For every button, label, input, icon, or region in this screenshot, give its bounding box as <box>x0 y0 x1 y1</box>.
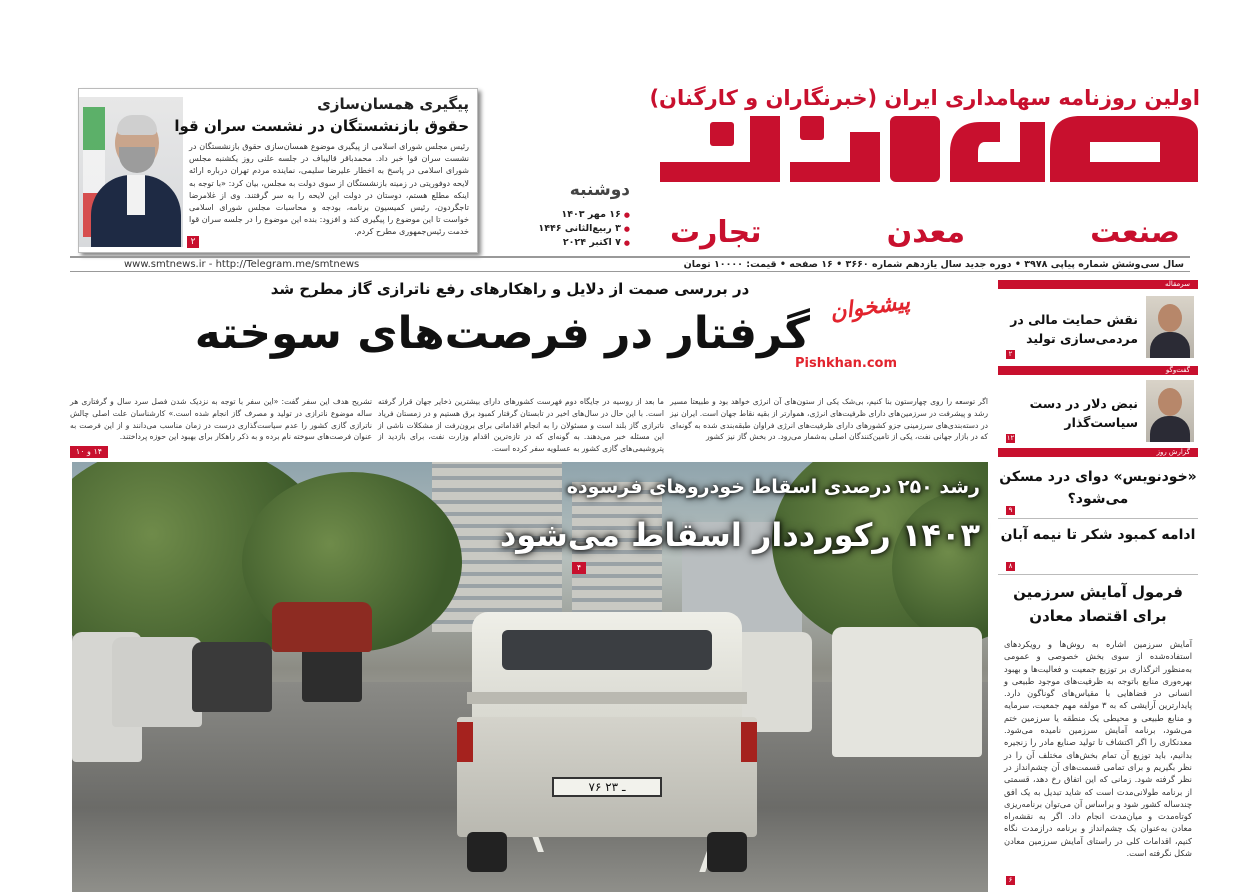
page-ref-badge: ۴ <box>572 562 586 574</box>
date-solar: ● ۱۶ مهر ۱۴۰۳ <box>540 208 630 222</box>
sidebar-item-editorial[interactable]: نقش حمایت مالی در مردمی‌سازی تولید <box>1010 312 1138 346</box>
logo-sub-industry: صنعت <box>1090 215 1180 250</box>
section-tag-interview: گفت‌وگو <box>998 366 1198 375</box>
date-lunar: ● ۳ ربیع‌الثانی ۱۴۴۶ <box>540 222 630 236</box>
page-ref-badge: ۲ <box>187 236 199 248</box>
top-feature-title[interactable]: حقوق بازنشستگان در نشست سران قوا <box>174 117 469 135</box>
page-ref-badge: ۱۴ و ۱۰ <box>70 446 108 458</box>
top-feature-body: رئیس مجلس شورای اسلامی از پیگیری موضوع همسان‌سازی حقوق بازنشستگان در نشست سران قوا خبر داد. محمدباقر قالیباف در جلسه علنی روز یکشنبه مجلس شورای اسلامی در پاسخ به اخطار علیرضا سلیمی، نماینده مردم تهران درباره ارائه لایحه دوفوریتی در زمینه بازنشستگان از سوی دولت به مجلس، بیان کرد: «با توجه به اینکه مطلع هستم، دوستان در دولت این لایحه را به سر گرفتند. وی از غلامرضا تاجگردون، رئیس کمیسیون برنامه، بودجه و محاسبات مجلس شورای اسلامی خواست تا این موضوع را پیگیری کند و افزود: بنده این موضوع را در جلسه سران قوا خدمت رئیس‌جمهوری مطرح کردم. <box>189 142 469 237</box>
sidebar-item-sugar[interactable]: ادامه کمبود شکر تا نیمه آبان <box>1000 527 1196 543</box>
masthead-tagline: اولین روزنامه سهامداری ایران (خبرنگاران و کارگنان) <box>649 86 1200 110</box>
interviewee-photo <box>1146 380 1194 442</box>
main-headline[interactable]: گرفتار در فرصت‌های سوخته <box>194 308 810 359</box>
date-gregorian: ● ۷ اکتبر ۲۰۲۴ <box>540 236 630 250</box>
issue-info-bar <box>70 256 1190 272</box>
page-ref-badge: ۱۲ <box>1006 434 1015 442</box>
page-ref-badge: ۸ <box>1006 562 1015 571</box>
columnist-photo <box>1146 296 1194 358</box>
sidebar-item-mining[interactable]: فرمول آمایش سرزمین برای اقتصاد معادن <box>1013 583 1183 625</box>
date-block <box>540 180 630 250</box>
sidebar-item-interview[interactable]: نبض دلار در دست سیاست‌گذار <box>1029 396 1138 430</box>
main-column-2: ما بعد از روسیه در جایگاه دوم فهرست کشورهای دارای بیشترین ذخایر جهان قرار گرفته است. با این حال در سال‌های اخیر در تابستان گرفتار کمبود برق هستیم و در زمستان فریاد ناترازی گاز بلند است و مسئولان را به انجام اقداماتی برای برون‌رفت از مشکلات ناشی از این مسئله خبر می‌دهند. به گونه‌ای که در تازه‌ترین اقدام وزارت نفت، برای بازدید از پتروشیمی‌های گازی کشور به عسلویه سفر کرده است. <box>378 397 664 454</box>
sidebar-item-report[interactable]: «خودنویس» دوای درد مسکن می‌شود؟ <box>999 469 1197 507</box>
issue-details: سال سی‌وشش شماره پیاپی ۳۹۷۸ • دوره جدید سال یازدهم شماره ۳۶۶۰ • ۱۶ صفحه • قیمت: ۱۰۰۰۰ تومان <box>683 259 1184 270</box>
main-kicker: در بررسی صمت از دلایل و راهکارهای رفع ناترازی گاز مطرح شد <box>270 280 750 298</box>
page-ref-badge: ۹ <box>1006 506 1015 515</box>
top-feature-kicker: پیگیری همسان‌سازی <box>317 95 469 113</box>
logo-sub-trade: تجارت <box>670 215 762 250</box>
page-ref-badge: ۶ <box>1006 876 1015 885</box>
right-sidebar <box>998 280 1198 892</box>
mining-article-body: آمایش سرزمین اشاره به روش‌ها و رویکردهای استفاده‌شده از سوی بخش خصوصی و عمومی به‌منظور اثرگذاری بر توزیع جمعیت و فعالیت‌ها و بهبود بهره‌وری منابع باتوجه به ظرفیت‌های موجود طبیعی و انسانی در فضاهایی با مقیاس‌های گوناگون دارد. پایدارترین آرایشی که به ۳ مولفه مهم جمعیت، سرمایه و منابع طبیعی و محیطی یک منطقه یا سرزمین ختم می‌شود، برنامه آمایش سرزمین نامیده می‌شود. معدنکاری را اگر اکتشاف تا تولید صنایع مادر را زنجیره بدانیم، باید توزیع آن تمام بخش‌های مختلف آن را در نظر بگیریم و برای تمامی قسمت‌های آن چشم‌انداز در نظر گرفته شود. زمانی که این اتفاق رخ دهد، قسمتی از برنامه طولانی‌مدت است که شاید تبدیل به یک افق چندساله کشور شود و براساس آن می‌توان برنامه‌ریزی کوتاه‌مدت و میان‌مدت انجام داد. اگر به نقشه‌راه معادن به‌عنوان یک چشم‌انداز و برنامه درازمدت نگاه کنیم، اقدامات کلی در راستای آمایش سرزمین معادن شکل نگرفته است. <box>1004 639 1192 859</box>
logo-subtitle <box>650 215 1200 250</box>
logo-sub-mine: معدن <box>886 215 966 250</box>
section-tag-daily-report: گزارش روز <box>998 448 1198 457</box>
section-tag-editorial: سرمقاله <box>998 280 1198 289</box>
main-column-1: اگر توسعه را روی چهارستون بنا کنیم، بی‌شک یکی از ستون‌های آن انرژی خواهد بود و طبیعتا مسیر رشد و پیشرفت در سرزمین‌های دارای ظرفیت‌های انرژی، هموارتر از بقیه نقاط جهان است. ایران نیز در دسته‌بندی‌های سرزمینی جزو کشورهای دارای ظرفیت‌های انرژی فراوان طبقه‌بندی شده به گونه‌ای که در بازار جهانی نفت، یکی از تامین‌کنندگان اصلی به‌شمار می‌رود. در بخش گاز نیز کشور <box>670 397 988 442</box>
top-feature-box[interactable] <box>78 88 478 253</box>
newspaper-logo[interactable] <box>650 112 1200 252</box>
main-column-3: تشریح هدف این سفر گفت: «این سفر با توجه به نزدیک شدن فصل سرد سال و گرفتاری هر ساله موضوع ناترازی در تولید و مصرف گاز انجام شده است.» کارشناسان علت اصلی چالش ناترازی گازی کشور را عدم سیاست‌گذاری درست در زمان مناسب می‌دانند و از این فرصت به‌ عنوان فرصت‌های سوخته نام برده و به ذکر راهکار برای بهبود این حوزه پرداختند. <box>70 397 372 442</box>
watermark-logo: پیشخوان <box>828 289 912 326</box>
page-ref-badge: ۲ <box>1006 350 1015 359</box>
website-links[interactable]: www.smtnews.ir - http://Telegram.me/smtnews <box>124 259 360 270</box>
photo-headline-2[interactable]: ۱۴۰۳ رکورددار اسقاط می‌شود <box>499 516 980 554</box>
photo-headline-1[interactable]: رشد ۲۵۰ درصدی اسقاط خودروهای فرسوده <box>566 476 980 498</box>
watermark-url: Pishkhan.com <box>795 356 898 371</box>
portrait-photo <box>79 97 183 247</box>
day-name: دوشنبه <box>569 180 630 200</box>
license-plate: ۷۶ ـ ۲۳ <box>552 777 662 797</box>
